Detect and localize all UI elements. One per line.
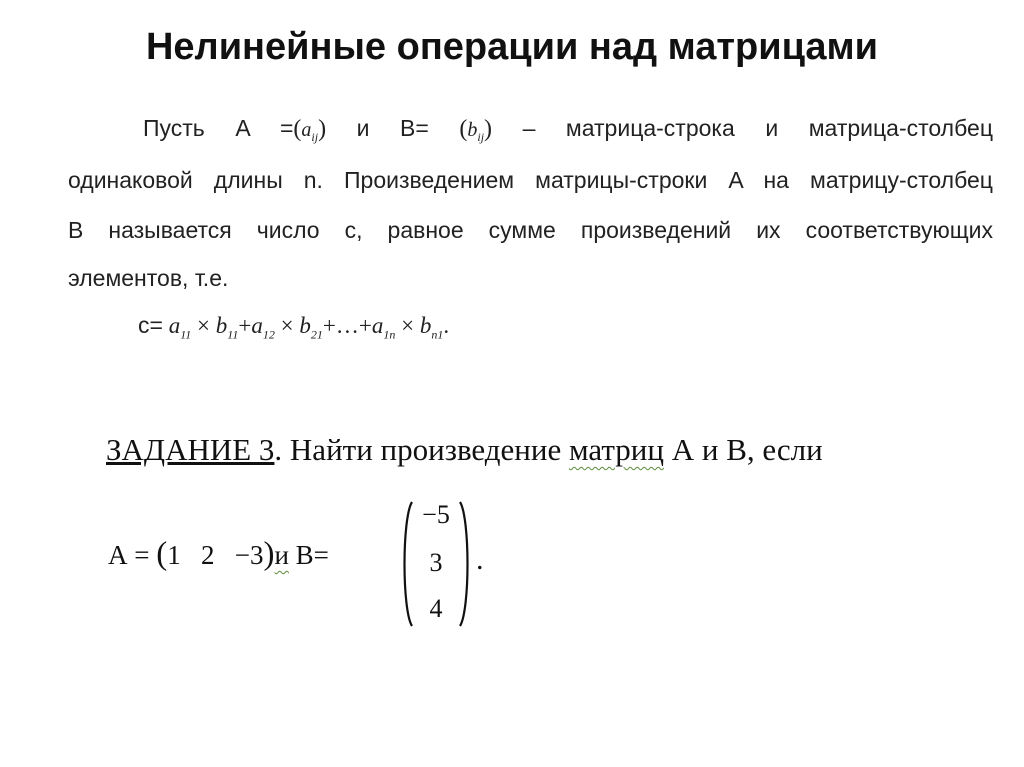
column-value-2: 3 xyxy=(429,548,443,577)
definition-line-1: Пусть $A =(a_{ij})$ и $B= (b_{ij})$ – матрица-строка и матрица-столбец xyxy=(143,115,993,144)
row-value-3: −3 xyxy=(234,540,264,570)
task-label: ЗАДАНИЕ 3 xyxy=(106,432,275,467)
matrix-a-label: А = xyxy=(108,540,150,570)
definition-line-4: элементов, т.е. xyxy=(68,265,229,291)
word-pust: Пусть xyxy=(143,115,205,141)
column-value-1: −5 xyxy=(422,500,450,529)
b-ij-symbol: $b_{ij}$ xyxy=(467,119,485,144)
definition-line-2: одинаковой длины n. Произведением матрицы-строки A на матрицу-столбец xyxy=(68,167,993,193)
sum-formula: $c= a_{11} \times b_{11}+a_{12}$ × $b_{21}+\dots+a_{1n} \times b_{n1}$. xyxy=(138,312,450,342)
definition-line-1-tail: – матрица-строка и матрица-столбец xyxy=(522,115,993,141)
word-and: и xyxy=(356,115,370,141)
task-heading: ЗАДАНИЕ 3. Найти произведение матриц А и В, если xyxy=(106,432,823,467)
matrix-a-label: A = xyxy=(235,115,294,141)
definition-line-3: B называется число c, равное сумме произведений их соответствующих xyxy=(68,217,993,243)
row-value-2: 2 xyxy=(200,540,215,570)
word-matrices: матриц xyxy=(569,432,664,467)
matrix-equation: А = (1 2 −3)и В= xyxy=(108,536,329,572)
formula-lhs: c= xyxy=(138,312,163,338)
word-and: и xyxy=(274,540,289,570)
row-value-1: 1 xyxy=(167,540,181,570)
equation-end-dot: . xyxy=(476,543,484,576)
column-vector-b xyxy=(400,498,472,630)
matrix-b-label: В= xyxy=(295,540,329,570)
page-title: Нелинейные операции над матрицами xyxy=(145,26,879,68)
matrix-b-label: B= xyxy=(400,115,429,141)
a-ij-symbol: $a_{ij}$ xyxy=(301,119,319,144)
column-value-3: 4 xyxy=(429,594,443,623)
